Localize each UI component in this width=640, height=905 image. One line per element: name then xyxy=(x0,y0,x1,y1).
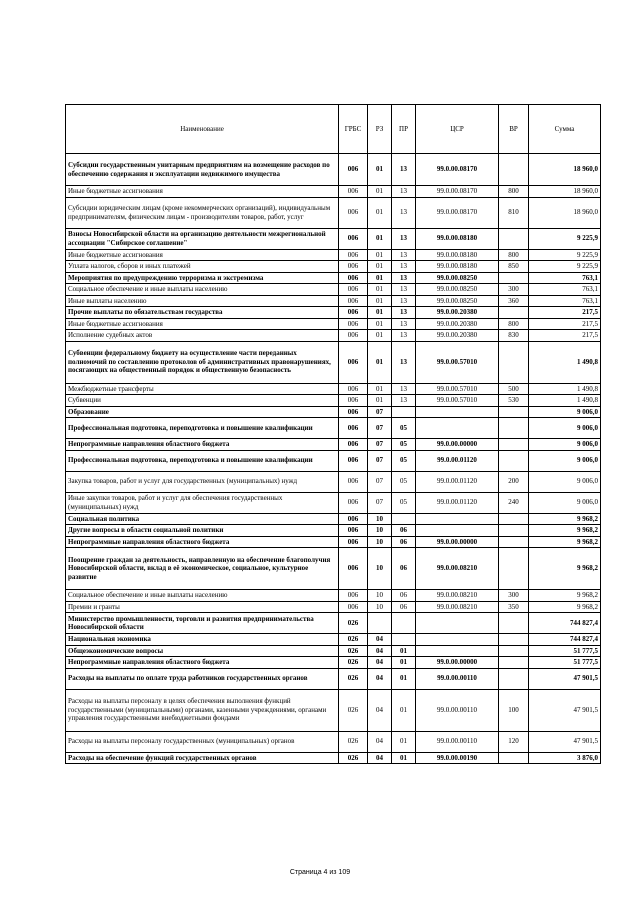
cell-grbs: 026 xyxy=(339,731,368,752)
table-row xyxy=(66,752,601,764)
table-row xyxy=(66,601,601,613)
cell-pr: 06 xyxy=(392,601,416,613)
cell-pr xyxy=(392,513,416,525)
cell-rz: 01 xyxy=(368,272,392,284)
cell-rz: 01 xyxy=(368,186,392,198)
cell-vr: 120 xyxy=(499,731,529,752)
cell-pr: 01 xyxy=(392,668,416,689)
cell-vr xyxy=(499,228,529,249)
cell-vr: 300 xyxy=(499,590,529,602)
cell-name: Иные закупки товаров, работ и услуг для обеспечения государственных (муниципальных) нужд xyxy=(66,492,339,513)
table-row xyxy=(66,492,601,513)
cell-name: Расходы на обеспечение функций государственных органов xyxy=(66,752,339,764)
cell-vr: 200 xyxy=(499,471,529,492)
cell-rz: 07 xyxy=(368,471,392,492)
cell-name: Министерство промышленности, торговли и развития предпринимательства Новосибирской области xyxy=(66,613,339,634)
cell-rz: 10 xyxy=(368,536,392,548)
cell-grbs: 026 xyxy=(339,613,368,634)
cell-vr xyxy=(499,341,529,383)
cell-sum: 217,5 xyxy=(529,318,601,330)
table-row xyxy=(66,154,601,186)
cell-pr: 13 xyxy=(392,341,416,383)
table-row xyxy=(66,395,601,407)
cell-csr: 99.0.00.08250 xyxy=(416,284,499,296)
cell-name: Непрограммные направления областного бюджета xyxy=(66,439,339,451)
cell-grbs: 026 xyxy=(339,752,368,764)
table-row xyxy=(66,590,601,602)
cell-pr: 13 xyxy=(392,261,416,273)
table-row xyxy=(66,657,601,669)
cell-vr xyxy=(499,752,529,764)
cell-grbs: 006 xyxy=(339,228,368,249)
cell-pr: 06 xyxy=(392,590,416,602)
cell-vr: 530 xyxy=(499,395,529,407)
cell-name: Иные выплаты населению xyxy=(66,295,339,307)
cell-pr: 05 xyxy=(392,439,416,451)
cell-grbs: 006 xyxy=(339,330,368,342)
cell-name: Другие вопросы в области социальной политики xyxy=(66,525,339,537)
cell-grbs: 006 xyxy=(339,341,368,383)
table-row xyxy=(66,307,601,319)
cell-rz: 04 xyxy=(368,731,392,752)
cell-vr: 800 xyxy=(499,249,529,261)
cell-pr: 13 xyxy=(392,197,416,228)
cell-rz: 01 xyxy=(368,307,392,319)
cell-sum: 1 490,8 xyxy=(529,341,601,383)
cell-rz: 01 xyxy=(368,228,392,249)
cell-grbs: 006 xyxy=(339,261,368,273)
cell-pr: 01 xyxy=(392,752,416,764)
cell-csr: 99.0.00.20380 xyxy=(416,330,499,342)
cell-pr: 13 xyxy=(392,295,416,307)
cell-rz: 01 xyxy=(368,295,392,307)
cell-csr: 99.0.00.00110 xyxy=(416,689,499,731)
cell-grbs: 006 xyxy=(339,154,368,186)
cell-grbs: 026 xyxy=(339,634,368,646)
cell-name: Иные бюджетные ассигнования xyxy=(66,249,339,261)
cell-sum: 18 960,0 xyxy=(529,186,601,198)
cell-name: Непрограммные направления областного бюджета xyxy=(66,657,339,669)
cell-csr xyxy=(416,613,499,634)
table-row xyxy=(66,228,601,249)
table-row xyxy=(66,471,601,492)
cell-sum: 9 968,2 xyxy=(529,590,601,602)
cell-csr: 99.0.00.00110 xyxy=(416,731,499,752)
cell-vr xyxy=(499,657,529,669)
cell-csr: 99.0.00.00190 xyxy=(416,752,499,764)
cell-grbs: 006 xyxy=(339,383,368,395)
cell-grbs: 006 xyxy=(339,284,368,296)
cell-pr: 05 xyxy=(392,418,416,439)
header-sum: Сумма xyxy=(529,105,601,154)
cell-name: Межбюджетные трансферты xyxy=(66,383,339,395)
cell-rz: 10 xyxy=(368,548,392,590)
cell-sum: 9 968,2 xyxy=(529,513,601,525)
cell-name: Социальное обеспечение и иные выплаты населению xyxy=(66,590,339,602)
cell-vr xyxy=(499,645,529,657)
cell-name: Расходы на выплаты персоналу в целях обеспечения выполнения функций государственными (муниципальными) органами, казенными учреждениями, органами управления государственными внебюджетными фондами xyxy=(66,689,339,731)
cell-name: Субвенции федеральному бюджету на осуществление части переданных полномочий по составлению протоколов об административных правонарушениях, посягающих на общественный порядок и общественную безопасность xyxy=(66,341,339,383)
cell-csr: 99.0.00.08210 xyxy=(416,548,499,590)
cell-csr: 99.0.00.57010 xyxy=(416,395,499,407)
cell-rz: 10 xyxy=(368,590,392,602)
cell-grbs: 006 xyxy=(339,439,368,451)
cell-grbs: 006 xyxy=(339,492,368,513)
cell-pr xyxy=(392,613,416,634)
cell-sum: 1 490,8 xyxy=(529,395,601,407)
cell-csr: 99.0.00.00000 xyxy=(416,657,499,669)
cell-name: Профессиональная подготовка, переподготовка и повышение квалификации xyxy=(66,450,339,471)
cell-sum: 18 960,0 xyxy=(529,197,601,228)
table-row xyxy=(66,513,601,525)
cell-pr: 01 xyxy=(392,689,416,731)
cell-vr xyxy=(499,450,529,471)
cell-sum: 9 006,0 xyxy=(529,418,601,439)
cell-rz: 04 xyxy=(368,752,392,764)
cell-pr: 06 xyxy=(392,548,416,590)
cell-csr: 99.0.00.00000 xyxy=(416,536,499,548)
cell-sum: 3 876,0 xyxy=(529,752,601,764)
cell-csr: 99.0.00.08250 xyxy=(416,295,499,307)
table-row xyxy=(66,249,601,261)
cell-name: Иные бюджетные ассигнования xyxy=(66,186,339,198)
cell-sum: 51 777,5 xyxy=(529,645,601,657)
cell-sum: 9 225,9 xyxy=(529,249,601,261)
table-row xyxy=(66,318,601,330)
cell-pr: 05 xyxy=(392,471,416,492)
cell-name: Иные бюджетные ассигнования xyxy=(66,318,339,330)
cell-grbs: 006 xyxy=(339,186,368,198)
cell-rz: 07 xyxy=(368,439,392,451)
header-name: Наименование xyxy=(66,105,339,154)
cell-grbs: 006 xyxy=(339,307,368,319)
cell-name: Прочие выплаты по обязательствам государства xyxy=(66,307,339,319)
cell-sum: 18 960,0 xyxy=(529,154,601,186)
cell-grbs: 026 xyxy=(339,668,368,689)
cell-vr xyxy=(499,406,529,418)
cell-grbs: 006 xyxy=(339,197,368,228)
cell-rz xyxy=(368,613,392,634)
cell-vr xyxy=(499,613,529,634)
header-rz: РЗ xyxy=(368,105,392,154)
table-row xyxy=(66,439,601,451)
cell-pr: 06 xyxy=(392,536,416,548)
cell-grbs: 006 xyxy=(339,295,368,307)
header-grbs: ГРБС xyxy=(339,105,368,154)
cell-name: Взносы Новосибирской области на организацию деятельности межрегиональной ассоциации "Сибирское соглашение" xyxy=(66,228,339,249)
cell-sum: 217,5 xyxy=(529,330,601,342)
table-row xyxy=(66,272,601,284)
cell-vr xyxy=(499,634,529,646)
cell-vr: 800 xyxy=(499,318,529,330)
cell-sum: 9 225,9 xyxy=(529,261,601,273)
cell-csr: 99.0.00.00110 xyxy=(416,668,499,689)
header-vr: ВР xyxy=(499,105,529,154)
cell-grbs: 006 xyxy=(339,406,368,418)
cell-csr: 99.0.00.01120 xyxy=(416,492,499,513)
cell-sum: 47 901,5 xyxy=(529,731,601,752)
cell-pr: 13 xyxy=(392,330,416,342)
cell-vr xyxy=(499,439,529,451)
cell-rz: 01 xyxy=(368,154,392,186)
cell-csr xyxy=(416,418,499,439)
cell-vr: 360 xyxy=(499,295,529,307)
cell-csr xyxy=(416,634,499,646)
cell-pr: 05 xyxy=(392,450,416,471)
cell-vr xyxy=(499,418,529,439)
table-row xyxy=(66,284,601,296)
cell-sum: 9 006,0 xyxy=(529,450,601,471)
cell-grbs: 006 xyxy=(339,601,368,613)
cell-rz: 04 xyxy=(368,689,392,731)
table-row xyxy=(66,418,601,439)
cell-csr xyxy=(416,513,499,525)
cell-rz: 07 xyxy=(368,418,392,439)
cell-name: Образование xyxy=(66,406,339,418)
cell-grbs: 006 xyxy=(339,249,368,261)
cell-pr: 13 xyxy=(392,186,416,198)
cell-csr xyxy=(416,406,499,418)
cell-pr: 13 xyxy=(392,284,416,296)
cell-grbs: 006 xyxy=(339,525,368,537)
table-row xyxy=(66,261,601,273)
cell-sum: 9 968,2 xyxy=(529,536,601,548)
cell-vr: 850 xyxy=(499,261,529,273)
cell-csr: 99.0.00.20380 xyxy=(416,307,499,319)
cell-sum: 9 006,0 xyxy=(529,471,601,492)
cell-sum: 1 490,8 xyxy=(529,383,601,395)
cell-pr: 06 xyxy=(392,525,416,537)
cell-csr: 99.0.00.08180 xyxy=(416,261,499,273)
cell-name: Субвенции xyxy=(66,395,339,407)
cell-vr: 830 xyxy=(499,330,529,342)
table-row xyxy=(66,295,601,307)
cell-name: Непрограммные направления областного бюджета xyxy=(66,536,339,548)
cell-name: Социальная политика xyxy=(66,513,339,525)
cell-csr: 99.0.00.08170 xyxy=(416,186,499,198)
cell-rz: 01 xyxy=(368,395,392,407)
page-number-footer: Страница 4 из 109 xyxy=(289,869,351,876)
cell-vr xyxy=(499,668,529,689)
cell-grbs: 006 xyxy=(339,450,368,471)
cell-name: Субсидии государственным унитарным предприятиям на возмещение расходов по обеспечению содержания и эксплуатации недвижимого имущества xyxy=(66,154,339,186)
table-row xyxy=(66,689,601,731)
cell-name: Уплата налогов, сборов и иных платежей xyxy=(66,261,339,273)
cell-grbs: 006 xyxy=(339,418,368,439)
cell-grbs: 006 xyxy=(339,548,368,590)
cell-grbs: 006 xyxy=(339,536,368,548)
cell-rz: 07 xyxy=(368,406,392,418)
cell-vr xyxy=(499,307,529,319)
cell-name: Профессиональная подготовка, переподготовка и повышение квалификации xyxy=(66,418,339,439)
table-row xyxy=(66,450,601,471)
cell-grbs: 006 xyxy=(339,395,368,407)
cell-vr xyxy=(499,513,529,525)
table-row xyxy=(66,186,601,198)
cell-rz: 01 xyxy=(368,284,392,296)
cell-csr xyxy=(416,645,499,657)
cell-name: Закупка товаров, работ и услуг для государственных (муниципальных) нужд xyxy=(66,471,339,492)
cell-csr: 99.0.00.08210 xyxy=(416,590,499,602)
cell-sum: 47 901,5 xyxy=(529,668,601,689)
cell-grbs: 006 xyxy=(339,318,368,330)
cell-sum: 9 006,0 xyxy=(529,492,601,513)
cell-rz: 01 xyxy=(368,383,392,395)
table-row xyxy=(66,634,601,646)
table-header-row xyxy=(66,105,601,154)
cell-name: Премии и гранты xyxy=(66,601,339,613)
cell-csr: 99.0.00.00000 xyxy=(416,439,499,451)
cell-sum: 9 968,2 xyxy=(529,548,601,590)
cell-vr: 300 xyxy=(499,284,529,296)
cell-rz: 10 xyxy=(368,513,392,525)
cell-csr xyxy=(416,525,499,537)
cell-name: Мероприятия по предупреждению терроризма и экстремизма xyxy=(66,272,339,284)
table-row xyxy=(66,383,601,395)
table-row xyxy=(66,645,601,657)
cell-csr: 99.0.00.20380 xyxy=(416,318,499,330)
table-row xyxy=(66,668,601,689)
cell-name: Поощрение граждан за деятельность, направленную на обеспечение благополучия Новосибирской области, вклад в её экономическое, социальное, культурное развитие xyxy=(66,548,339,590)
cell-grbs: 006 xyxy=(339,471,368,492)
cell-pr: 13 xyxy=(392,249,416,261)
cell-csr: 99.0.00.08170 xyxy=(416,154,499,186)
cell-rz: 01 xyxy=(368,197,392,228)
cell-pr: 13 xyxy=(392,228,416,249)
cell-csr: 99.0.00.08170 xyxy=(416,197,499,228)
cell-pr xyxy=(392,634,416,646)
cell-rz: 01 xyxy=(368,318,392,330)
cell-pr: 13 xyxy=(392,318,416,330)
cell-grbs: 026 xyxy=(339,689,368,731)
cell-name: Субсидии юридическим лицам (кроме некоммерческих организаций), индивидуальным предпринимателям, физическим лицам - производителям товаров, работ, услуг xyxy=(66,197,339,228)
cell-rz: 01 xyxy=(368,249,392,261)
cell-rz: 04 xyxy=(368,668,392,689)
cell-name: Расходы на выплаты персоналу государственных (муниципальных) органов xyxy=(66,731,339,752)
cell-vr: 810 xyxy=(499,197,529,228)
table-row xyxy=(66,536,601,548)
cell-sum: 744 827,4 xyxy=(529,613,601,634)
cell-sum: 763,1 xyxy=(529,284,601,296)
cell-csr: 99.0.00.01120 xyxy=(416,450,499,471)
cell-pr: 13 xyxy=(392,383,416,395)
cell-name: Социальное обеспечение и иные выплаты населению xyxy=(66,284,339,296)
table-row xyxy=(66,197,601,228)
table-row xyxy=(66,525,601,537)
cell-csr: 99.0.00.57010 xyxy=(416,383,499,395)
cell-sum: 9 006,0 xyxy=(529,439,601,451)
cell-vr xyxy=(499,536,529,548)
cell-rz: 10 xyxy=(368,525,392,537)
cell-vr: 240 xyxy=(499,492,529,513)
cell-sum: 9 968,2 xyxy=(529,525,601,537)
cell-pr: 01 xyxy=(392,645,416,657)
cell-csr: 99.0.00.08250 xyxy=(416,272,499,284)
cell-name: Национальная экономика xyxy=(66,634,339,646)
cell-rz: 04 xyxy=(368,657,392,669)
cell-pr: 13 xyxy=(392,272,416,284)
cell-sum: 47 901,5 xyxy=(529,689,601,731)
cell-vr: 100 xyxy=(499,689,529,731)
table-row xyxy=(66,731,601,752)
cell-csr: 99.0.00.57010 xyxy=(416,341,499,383)
cell-vr xyxy=(499,525,529,537)
cell-vr xyxy=(499,154,529,186)
cell-grbs: 006 xyxy=(339,513,368,525)
cell-sum: 9 225,9 xyxy=(529,228,601,249)
cell-sum: 763,1 xyxy=(529,295,601,307)
cell-sum: 9 968,2 xyxy=(529,601,601,613)
table-row xyxy=(66,341,601,383)
cell-pr: 13 xyxy=(392,307,416,319)
cell-csr: 99.0.00.08180 xyxy=(416,249,499,261)
table-row xyxy=(66,548,601,590)
cell-sum: 9 006,0 xyxy=(529,406,601,418)
cell-vr: 350 xyxy=(499,601,529,613)
header-pr: ПР xyxy=(392,105,416,154)
cell-name: Исполнение судебных актов xyxy=(66,330,339,342)
cell-rz: 04 xyxy=(368,634,392,646)
cell-pr: 13 xyxy=(392,395,416,407)
cell-csr: 99.0.00.01120 xyxy=(416,471,499,492)
cell-sum: 763,1 xyxy=(529,272,601,284)
header-csr: ЦСР xyxy=(416,105,499,154)
cell-rz: 07 xyxy=(368,450,392,471)
cell-grbs: 026 xyxy=(339,645,368,657)
cell-sum: 217,5 xyxy=(529,307,601,319)
table-row xyxy=(66,406,601,418)
table-row xyxy=(66,330,601,342)
cell-grbs: 006 xyxy=(339,590,368,602)
cell-sum: 51 777,5 xyxy=(529,657,601,669)
cell-rz: 01 xyxy=(368,261,392,273)
cell-pr: 01 xyxy=(392,731,416,752)
cell-pr: 01 xyxy=(392,657,416,669)
cell-rz: 01 xyxy=(368,330,392,342)
cell-vr: 800 xyxy=(499,186,529,198)
cell-rz: 01 xyxy=(368,341,392,383)
cell-vr xyxy=(499,548,529,590)
cell-csr: 99.0.00.08210 xyxy=(416,601,499,613)
cell-grbs: 006 xyxy=(339,272,368,284)
cell-pr: 05 xyxy=(392,492,416,513)
cell-csr: 99.0.00.08180 xyxy=(416,228,499,249)
cell-vr xyxy=(499,272,529,284)
cell-grbs: 026 xyxy=(339,657,368,669)
budget-table xyxy=(65,104,601,764)
cell-rz: 07 xyxy=(368,492,392,513)
cell-name: Расходы на выплаты по оплате труда работников государственных органов xyxy=(66,668,339,689)
table-row xyxy=(66,613,601,634)
cell-rz: 10 xyxy=(368,601,392,613)
cell-sum: 744 827,4 xyxy=(529,634,601,646)
cell-pr: 13 xyxy=(392,154,416,186)
table-body xyxy=(66,154,601,764)
cell-vr: 500 xyxy=(499,383,529,395)
cell-pr xyxy=(392,406,416,418)
cell-rz: 04 xyxy=(368,645,392,657)
cell-name: Общеэкономические вопросы xyxy=(66,645,339,657)
